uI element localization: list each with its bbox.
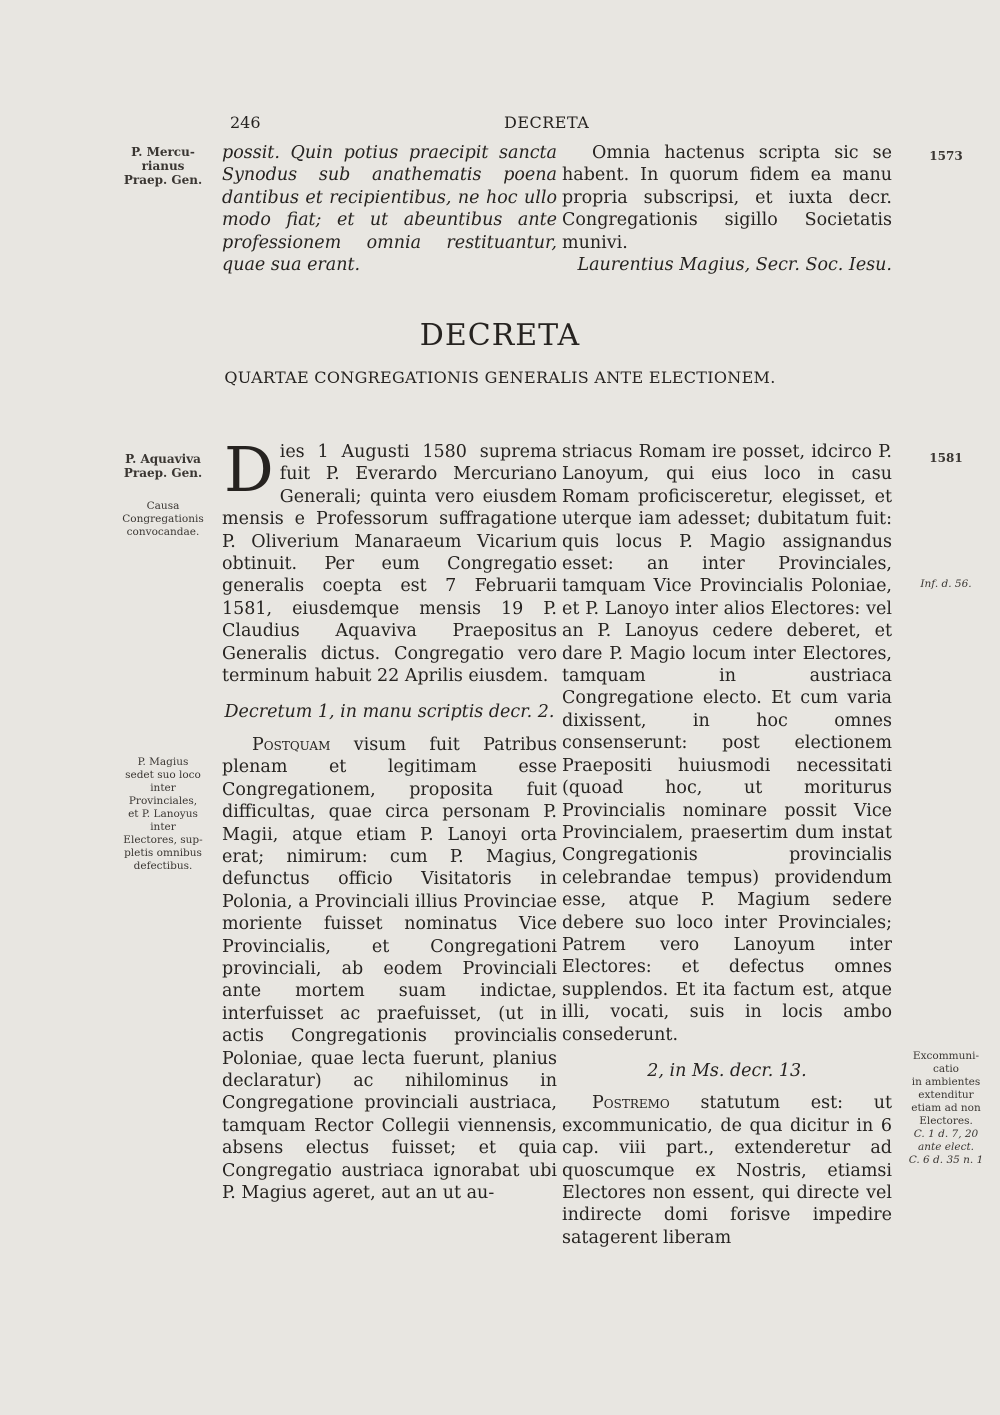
decree1-paragraph (222, 734, 557, 1205)
margin-line: ante elect. (917, 1141, 975, 1153)
margin-line: Praep. Gen. (123, 173, 203, 187)
margin-line: inter (150, 782, 176, 794)
drop-cap: D (224, 433, 274, 506)
margin-line: inter (150, 821, 176, 833)
decree2-text: statutum est: ut excommunicatio, de qua dicitur in 6 cap. viii part., extenderetur ad quoscumque ex Nostris, etiamsi Electores non essent, qui directe vel indirecte domi forisve impedire satagerent liberam (562, 1093, 892, 1248)
margin-line: et P. Lanoyus (128, 808, 198, 820)
intro-paragraph (222, 433, 557, 687)
section-subtitle: QUARTAE CONGREGATIONIS GENERALIS ANTE ELECTIONEM. (224, 368, 776, 387)
decree2-lead: Postremo (592, 1093, 670, 1114)
top-left-paragraph (222, 142, 557, 276)
decree1-lead: Postquam (252, 734, 331, 755)
margin-line: defectibus. (133, 860, 193, 872)
margin-line: Electores, sup- (123, 834, 203, 846)
intro-text: ies 1 Augusti 1580 suprema fuit P. Everardo Mercuriano Generali; quinta vero eiusdem mensis e Professorum suffragatione P. Oliverium Manaraeum Vicarium obtinuit. Per eum Congregatio generalis coepta est 7 Februarii 1581, eiusdemque mensis 19 P. Claudius Aquaviva Praepositus Generalis dictus. Congregatio vero terminum habuit 22 Aprilis eiusdem. (222, 442, 557, 687)
running-title: DECRETA (504, 113, 590, 132)
page-header (0, 113, 1000, 137)
margin-line: P. Aquaviva (125, 452, 201, 466)
top-right-paragraph (562, 142, 892, 276)
decree2-paragraph (562, 1092, 892, 1249)
margin-name-mercurianus (110, 145, 216, 187)
margin-line: P. Magius (137, 756, 189, 768)
margin-line: P. Mercu- (131, 145, 195, 159)
top-right-text: Omnia hactenus scripta sic se habent. In quorum fidem ea manu propria subscripsi, et iuxta decr. Congregationis sigillo Societatis munivi. (562, 143, 892, 253)
margin-line: catio (932, 1063, 960, 1075)
margin-year-1581: 1581 (929, 451, 963, 465)
margin-line: sedet suo loco (125, 769, 201, 781)
main-right-column (562, 441, 892, 1249)
margin-line: rianus (141, 159, 185, 173)
signature: Laurentius Magius, Secr. Soc. Iesu. (577, 255, 892, 276)
page-number: 246 (230, 113, 261, 132)
margin-line: in ambientes (911, 1076, 981, 1088)
margin-line: Praep. Gen. (123, 466, 203, 480)
margin-line: Causa (146, 500, 180, 512)
margin-ref-inf: Inf. d. 56. (920, 578, 972, 590)
margin-line: C. 6 d. 35 n. 1 (908, 1154, 984, 1166)
decree1-heading: Decretum 1, in manu scriptis decr. 2. (224, 702, 555, 723)
margin-line: Congregationis (122, 513, 204, 525)
margin-line: Electores. (919, 1115, 973, 1127)
margin-line: C. 1 d. 7, 20 (913, 1128, 979, 1140)
margin-line: convocandae. (126, 526, 200, 538)
main-left-column (222, 433, 557, 1204)
decree1-text: visum fuit Patribus plenam et legitimam esse Congregationem, proposita fuit difficultas, quae circa personam P. Magii, atque etiam P. Lanoyi orta erat; nimirum: cum P. Magius, defunctus officio Visitatoris in Polonia, a Provinciali illius Provinciae moriente fuisset nominatus Vice Provincialis, et Congregationi provinciali, ab eodem Provinciali ante mortem suam indictae, interfuisset ac praefuisset, (ut in actis Congregationis provincialis Poloniae, quae lecta fuerunt, planius declaratur) ac nihilominus in Congregatione provinciali austriaca, tamquam Rector Collegii viennensis, absens electus fuisset; et quia Congregatio austriaca ignorabat ubi P. Magius ageret, aut an ut au- (222, 734, 557, 1203)
margin-line: Provinciales, (128, 795, 198, 807)
section-title: DECRETA (419, 318, 581, 353)
decree2-heading: 2, in Ms. decr. 13. (647, 1060, 807, 1081)
margin-note-causa (110, 500, 216, 539)
margin-line: Excommuni- (912, 1050, 980, 1062)
margin-note-magius (110, 756, 216, 873)
margin-year-1573: 1573 (929, 149, 963, 163)
margin-line: extenditur (918, 1089, 974, 1101)
margin-line: pletis omnibus (124, 847, 202, 859)
margin-line: etiam ad non (911, 1102, 981, 1114)
margin-name-aquaviva (110, 452, 216, 480)
top-left-text: possit. Quin potius praecipit sancta Synodus sub anathematis poena dantibus et recipientibus, ne hoc ullo modo fiat; et ut abeuntibus ante professionem omnia restituantur, quae sua erant. (222, 143, 557, 276)
decree1-continuation: striacus Romam ire posset, idcirco P. Lanoyum, qui eius loco in casu Romam proficisceretur, elegisset, et uterque iam adesset; dubitatum fuit: quis locus P. Magio assignandus esset: an inter Provinciales, tamquam Vice Provincialis Poloniae, et P. Lanoyo inter alios Electores: vel an P. Lanoyus cedere deberet, et dare P. Magio locum inter Electores, tamquam in austriaca Congregatione electo. Et cum varia dixissent, in hoc omnes consenserunt: post electionem Praepositi huiusmodi necessitati (quoad hoc, ut moriturus Provincialis nominare possit Vice Provincialem, praesertim dum instat Congregationis provincialis celebrandae tempus) providendum esse, atque P. Magium sedere debere suo loco inter Provinciales; Patrem vero Lanoyum inter Electores: et defectus omnes supplendos. Et ita factum est, atque illi, vocati, suis in locis ambo consederunt. (562, 442, 892, 1045)
margin-note-excommunicatio (904, 1050, 988, 1167)
